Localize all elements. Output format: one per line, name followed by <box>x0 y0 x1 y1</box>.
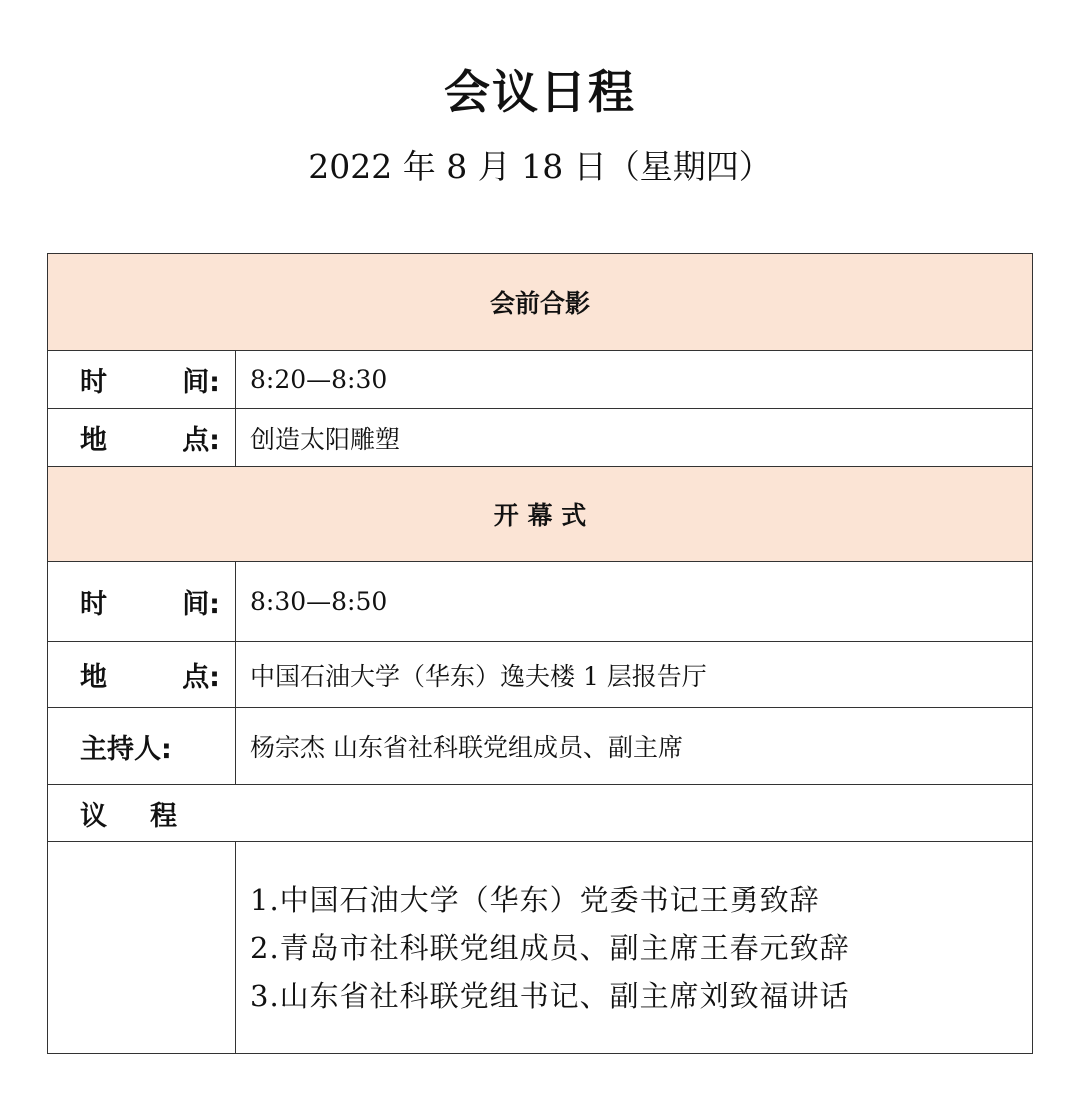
table-row <box>48 409 1033 467</box>
document-date: 2022 年 8 月 18 日（星期四） <box>308 147 772 186</box>
agenda-list <box>236 842 1033 1054</box>
time-label <box>48 562 236 642</box>
section-header-photo: 会前合影 <box>48 254 1033 351</box>
time-label-char-2: 间: <box>182 589 220 620</box>
table-row <box>48 785 1033 842</box>
time-value: 8:30—8:50 <box>236 562 1033 642</box>
table-row <box>48 562 1033 642</box>
host-label: 主持人: <box>48 708 236 785</box>
time-label <box>48 351 236 409</box>
agenda-label <box>48 785 1033 842</box>
agenda-label-char-1: 议 <box>80 800 107 832</box>
table-row <box>48 642 1033 708</box>
place-label-char-1: 地 <box>80 425 107 456</box>
list-item: 2.青岛市社科联党组成员、副主席王春元致辞 <box>250 930 850 965</box>
place-label-char-2: 点: <box>182 425 220 456</box>
place-label <box>48 409 236 467</box>
section-header-row <box>48 254 1033 351</box>
table-row <box>48 708 1033 785</box>
table-row <box>48 351 1033 409</box>
time-value: 8:20—8:30 <box>236 351 1033 409</box>
place-value: 中国石油大学（华东）逸夫楼 1 层报告厅 <box>236 642 1033 708</box>
place-label-char-2: 点: <box>182 662 220 693</box>
time-label-char-1: 时 <box>80 367 107 398</box>
agenda-empty-cell <box>48 842 236 1054</box>
list-item: 1.中国石油大学（华东）党委书记王勇致辞 <box>250 882 820 917</box>
schedule-table <box>47 253 1033 1054</box>
list-item: 3.山东省社科联党组书记、副主席刘致福讲话 <box>250 978 850 1013</box>
agenda-label-char-2: 程 <box>150 800 177 832</box>
section-header-opening: 开 幕 式 <box>48 467 1033 562</box>
place-label-char-1: 地 <box>80 662 107 693</box>
section-header-row <box>48 467 1033 562</box>
table-row <box>48 842 1033 1054</box>
document-title: 会议日程 <box>444 65 636 119</box>
host-value: 杨宗杰 山东省社科联党组成员、副主席 <box>236 708 1033 785</box>
time-label-char-2: 间: <box>182 367 220 398</box>
place-label <box>48 642 236 708</box>
time-label-char-1: 时 <box>80 589 107 620</box>
place-value: 创造太阳雕塑 <box>236 409 1033 467</box>
